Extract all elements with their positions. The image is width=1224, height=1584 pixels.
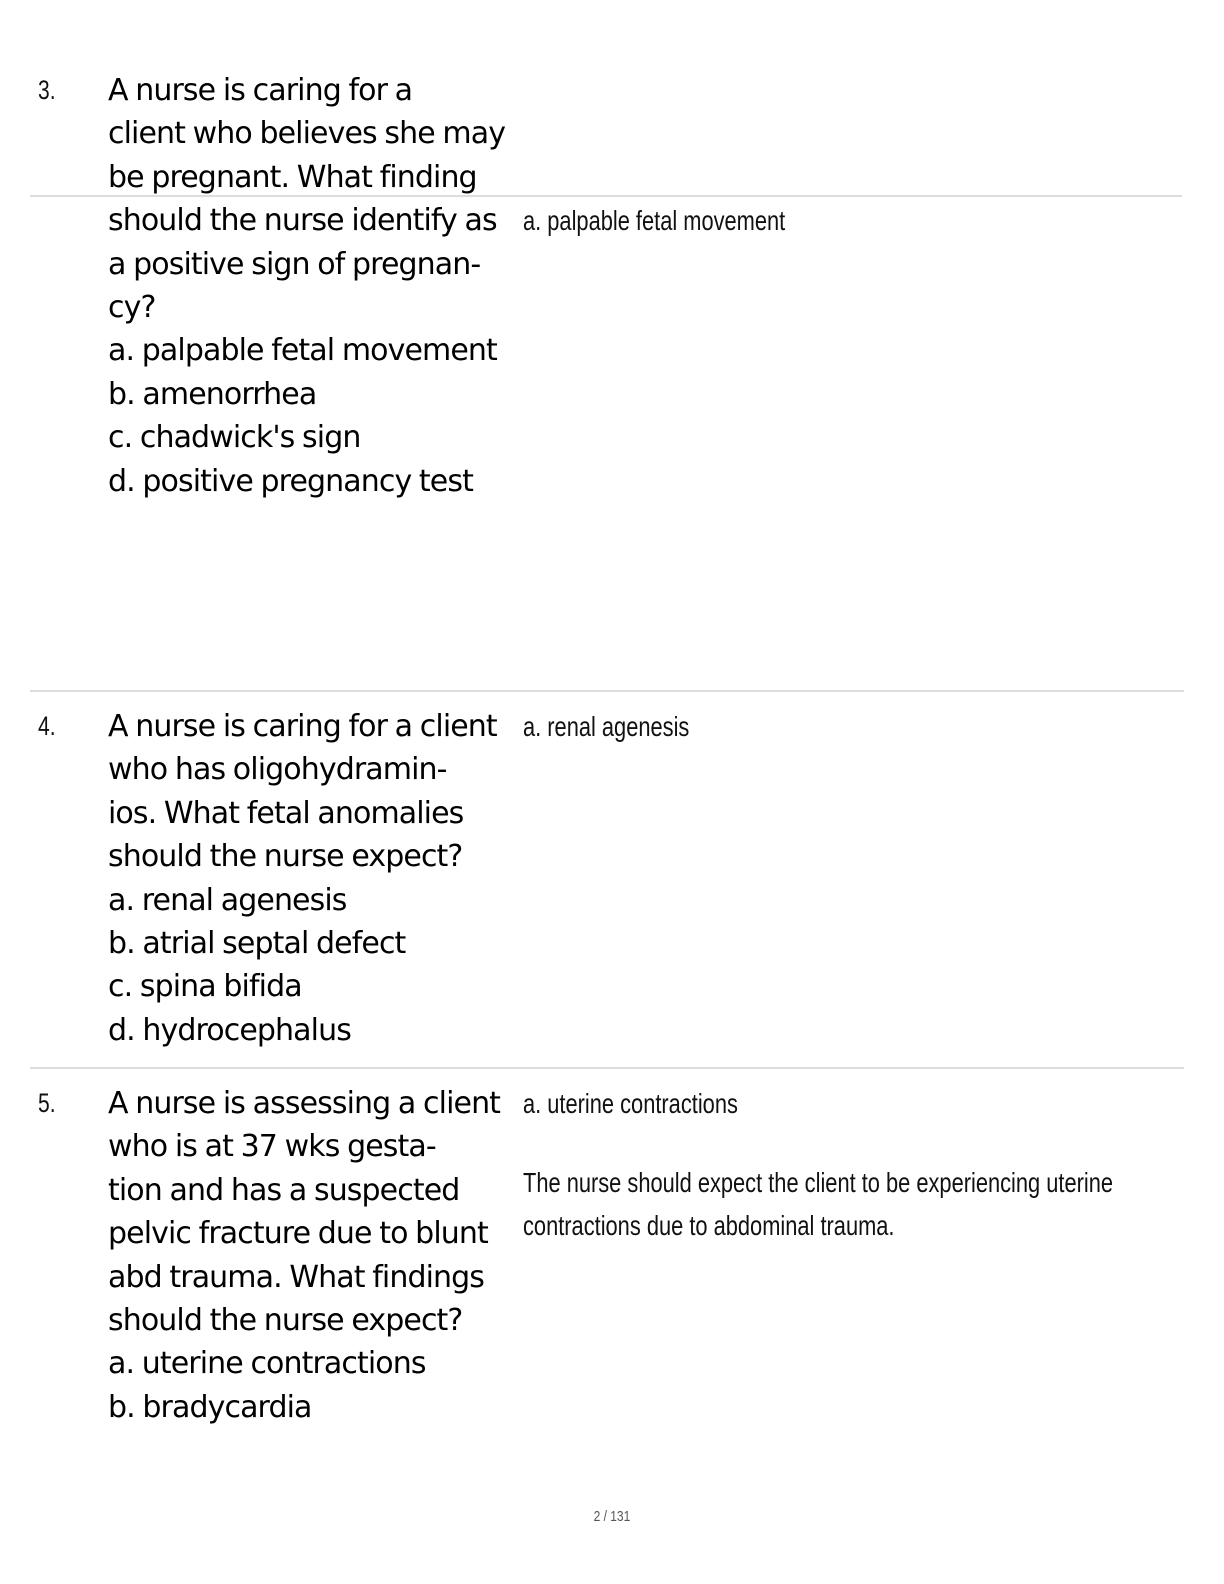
question-text bbox=[108, 69, 520, 503]
question-line: A nurse is assessing a client bbox=[108, 1086, 501, 1121]
explanation-line: contractions due to abdominal trauma. bbox=[523, 1210, 895, 1241]
answer-explanation bbox=[523, 1161, 1113, 1247]
divider-line bbox=[30, 690, 1184, 692]
card-number: 4. bbox=[38, 711, 56, 741]
question-line: who has oligohydramin- bbox=[108, 752, 447, 788]
answer-choice: d. hydrocephalus bbox=[108, 1012, 351, 1048]
answer-choice: a. palpable fetal movement bbox=[108, 333, 497, 369]
question-line: should the nurse expect? bbox=[108, 1303, 463, 1339]
question-line: a positive sign of pregnan- bbox=[108, 246, 481, 282]
divider-line bbox=[30, 1067, 1184, 1069]
answer-choice: a. renal agenesis bbox=[108, 882, 347, 918]
answer-choice: c. spina bifida bbox=[108, 969, 302, 1005]
question-line: be pregnant. What finding bbox=[108, 159, 477, 195]
answer-choice: d. positive pregnancy test bbox=[108, 463, 473, 499]
explanation-line: The nurse should expect the client to be experiencing uterine bbox=[523, 1167, 1114, 1198]
question-line: client who believes she may bbox=[108, 116, 506, 152]
question-line: cy? bbox=[108, 290, 156, 326]
answer-choice: c. chadwick's sign bbox=[108, 420, 361, 456]
question-line: should the nurse expect? bbox=[108, 839, 463, 875]
page-indicator-text: 2 / 131 bbox=[593, 1508, 631, 1525]
card-number: 5. bbox=[38, 1088, 56, 1118]
answer-choice: b. atrial septal defect bbox=[108, 926, 406, 962]
question-line: ios. What fetal anomalies bbox=[108, 795, 464, 831]
question-text bbox=[108, 705, 520, 1052]
page-indicator bbox=[0, 1508, 1224, 1525]
answer-text: a. palpable fetal movement bbox=[523, 205, 786, 236]
question-line: pelvic fracture due to blunt bbox=[108, 1216, 488, 1252]
question-line: abd trauma. What findings bbox=[108, 1259, 485, 1295]
question-line: A nurse is caring for a client bbox=[108, 709, 497, 744]
answer-choice: b. amenorrhea bbox=[108, 376, 317, 412]
answer-text: a. renal agenesis bbox=[523, 711, 690, 742]
question-text bbox=[108, 1082, 520, 1429]
answer-choice: a. uterine contractions bbox=[108, 1346, 426, 1382]
question-line: who is at 37 wks gesta- bbox=[108, 1129, 436, 1165]
question-line: tion and has a suspected bbox=[108, 1172, 460, 1208]
answer-choice: b. bradycardia bbox=[108, 1389, 312, 1425]
question-line: should the nurse identify as bbox=[108, 203, 497, 239]
question-line: A nurse is caring for a bbox=[108, 73, 413, 108]
answer-text: a. uterine contractions bbox=[523, 1088, 738, 1119]
card-number: 3. bbox=[38, 75, 56, 105]
